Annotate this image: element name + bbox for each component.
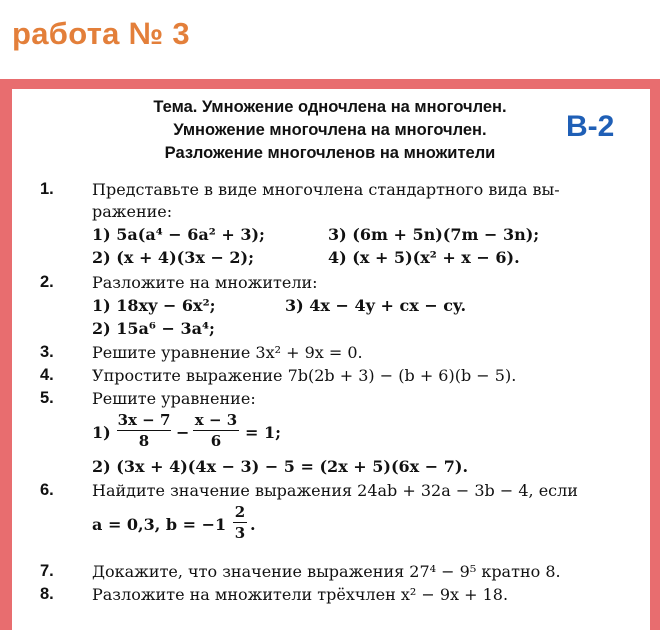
- task-2-number: 2.: [40, 273, 54, 291]
- task-5-part-2: 2) (3x + 4)(4x − 3) − 5 = (2x + 5)(6x − 7).: [92, 457, 469, 476]
- task-5-rhs: = 1;: [245, 423, 282, 442]
- task-3-text: Решите уравнение 3x² + 9x = 0.: [92, 343, 363, 362]
- task-6-condition: a = 0,3, b = −1: [92, 515, 227, 534]
- task-5-fraction-2: [193, 411, 239, 450]
- task-1-number: 1.: [40, 180, 54, 198]
- task-4-number: 4.: [40, 366, 54, 384]
- task-2-item-2: 2) 15a⁶ − 3a⁴;: [92, 319, 215, 338]
- task-2-text: Разложите на множители:: [92, 273, 318, 292]
- task-7-text: Докажите, что значение выражения 27⁴ − 9⁵ кратно 8.: [92, 562, 561, 581]
- task-6-period: .: [250, 515, 256, 534]
- fraction-1-denominator: 8: [138, 432, 150, 450]
- task-1-item-1: 1) 5a(a⁴ − 6a² + 3);: [92, 225, 265, 244]
- fraction-1-numerator: 3x − 7: [117, 411, 171, 429]
- task-2-item-1: 1) 18xy − 6x²;: [92, 296, 216, 315]
- task-1-text-line-2: ражение:: [92, 202, 173, 221]
- task-6-fraction-numerator: 2: [234, 503, 246, 521]
- task-5-minus-sign: −: [176, 423, 190, 442]
- fraction-2-denominator: 6: [210, 432, 222, 450]
- task-5-fraction-1: [117, 411, 171, 450]
- task-5-number: 5.: [40, 389, 54, 407]
- task-8-text: Разложите на множители трёхчлен x² − 9x + 18.: [92, 585, 509, 604]
- task-6-fraction-bar: [233, 522, 247, 523]
- task-7-number: 7.: [40, 562, 54, 580]
- topic-line-2: Умножение многочлена на многочлен.: [173, 121, 487, 139]
- topic-line-1: Тема. Умножение одночлена на многочлен.: [153, 98, 507, 116]
- task-8-number: 8.: [40, 585, 54, 603]
- variant-label: В-2: [566, 110, 615, 143]
- fraction-1-bar: [117, 430, 171, 431]
- fraction-2-bar: [193, 430, 239, 431]
- fraction-2-numerator: x − 3: [194, 411, 238, 429]
- task-3-number: 3.: [40, 343, 54, 361]
- task-6-fraction: [233, 503, 247, 542]
- topic-line-3: Разложение многочленов на множители: [164, 144, 496, 162]
- task-5-part-1-label: 1): [92, 423, 111, 442]
- task-6-fraction-denominator: 3: [234, 524, 246, 542]
- task-2-item-3: 3) 4x − 4y + cx − cy.: [285, 296, 467, 315]
- task-1-text-line-1: Представьте в виде многочлена стандартного вида вы-: [92, 180, 560, 199]
- task-1-item-2: 2) (x + 4)(3x − 2);: [92, 248, 255, 267]
- task-1-item-4: 4) (x + 5)(x² + x − 6).: [328, 248, 520, 267]
- task-4-text: Упростите выражение 7b(2b + 3) − (b + 6)(b − 5).: [92, 366, 517, 385]
- worksheet-heading: работа № 3: [12, 16, 190, 51]
- task-1-item-3: 3) (6m + 5n)(7m − 3n);: [328, 225, 540, 244]
- task-5-text: Решите уравнение:: [92, 389, 256, 408]
- task-6-text: Найдите значение выражения 24ab + 32a − 3b − 4, если: [92, 481, 578, 500]
- task-6-number: 6.: [40, 481, 54, 499]
